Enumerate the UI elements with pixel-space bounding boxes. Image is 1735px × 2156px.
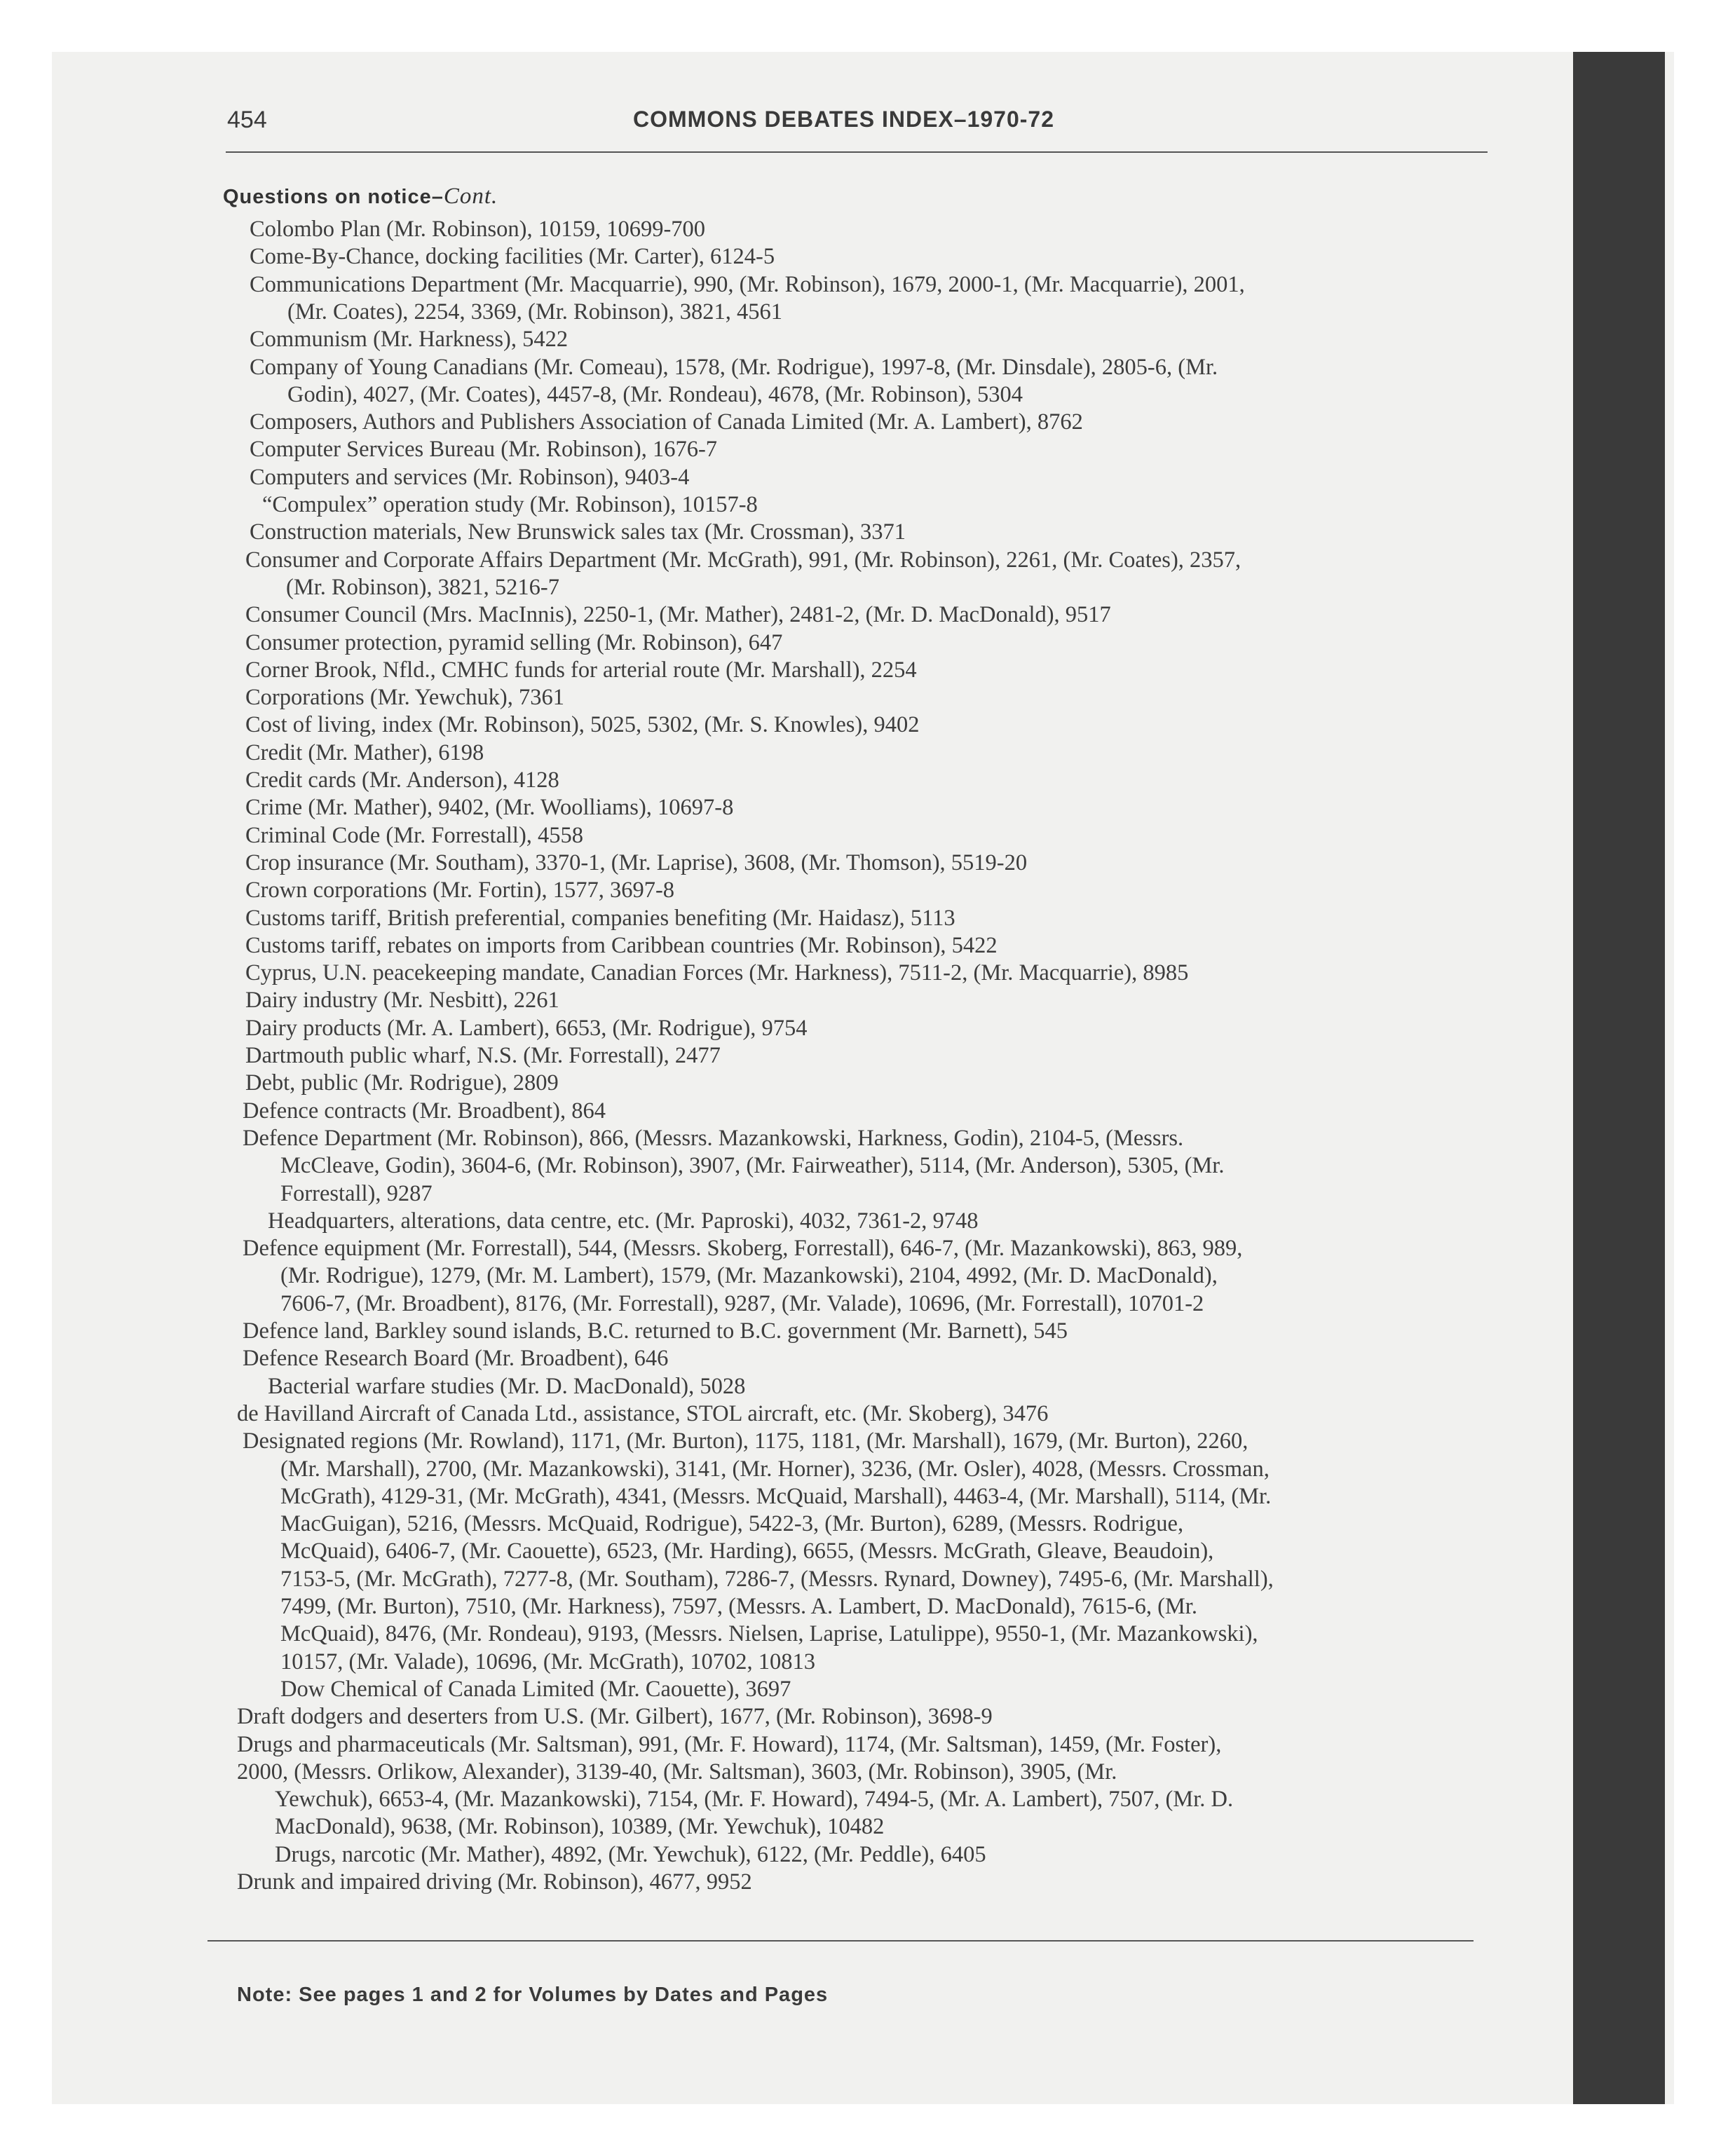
index-line: Communism (Mr. Harkness), 5422 [250,327,569,352]
index-line: Drugs, narcotic (Mr. Mather), 4892, (Mr. Yewchuk), 6122, (Mr. Peddle), 6405 [275,1842,986,1867]
index-line: Consumer Council (Mrs. MacInnis), 2250-1, (Mr. Mather), 2481-2, (Mr. D. MacDonald), 9517 [245,602,1111,627]
index-line: Crop insurance (Mr. Southam), 3370-1, (Mr. Laprise), 3608, (Mr. Thomson), 5519-20 [245,850,1028,875]
index-line: Yewchuk), 6653-4, (Mr. Mazankowski), 7154, (Mr. F. Howard), 7494-5, (Mr. A. Lambert), 7507, (Mr. D. [275,1787,1234,1812]
index-line: Draft dodgers and deserters from U.S. (Mr. Gilbert), 1677, (Mr. Robinson), 3698-9 [237,1704,993,1729]
index-line: 7606-7, (Mr. Broadbent), 8176, (Mr. Forrestall), 9287, (Mr. Valade), 10696, (Mr. Forrestall), 10701-2 [280,1291,1204,1316]
index-line: Defence land, Barkley sound islands, B.C. returned to B.C. government (Mr. Barnett), 545 [243,1318,1068,1344]
index-line: Construction materials, New Brunswick sales tax (Mr. Crossman), 3371 [250,519,906,545]
index-line: Crown corporations (Mr. Fortin), 1577, 3697-8 [245,878,675,903]
index-line: Corporations (Mr. Yewchuk), 7361 [245,685,564,710]
index-line: Come-By-Chance, docking facilities (Mr. Carter), 6124-5 [250,244,775,269]
index-line: (Mr. Coates), 2254, 3369, (Mr. Robinson), 3821, 4561 [287,299,782,325]
index-line: Cost of living, index (Mr. Robinson), 5025, 5302, (Mr. S. Knowles), 9402 [245,712,920,737]
index-line: Consumer and Corporate Affairs Department (Mr. McGrath), 991, (Mr. Robinson), 2261, (Mr. Coates), 2357, [245,547,1241,573]
page-number: 454 [227,107,267,133]
index-line: Defence contracts (Mr. Broadbent), 864 [243,1098,606,1124]
index-line: Computer Services Bureau (Mr. Robinson), 1676-7 [250,437,718,462]
index-line: (Mr. Robinson), 3821, 5216-7 [286,575,559,600]
index-line: 7153-5, (Mr. McGrath), 7277-8, (Mr. Southam), 7286-7, (Messrs. Rynard, Downey), 7495-6, (Mr. Marshall), [280,1567,1274,1592]
index-line: Communications Department (Mr. Macquarrie), 990, (Mr. Robinson), 1679, 2000-1, (Mr. Macquarrie), 2001, [250,272,1245,297]
index-line: Consumer protection, pyramid selling (Mr. Robinson), 647 [245,630,783,655]
index-line: Dairy products (Mr. A. Lambert), 6653, (Mr. Rodrigue), 9754 [245,1016,808,1041]
index-line: MacGuigan), 5216, (Messrs. McQuaid, Rodrigue), 5422-3, (Mr. Burton), 6289, (Messrs. Rodrigue, [280,1511,1184,1536]
index-line: McGrath), 4129-31, (Mr. McGrath), 4341, (Messrs. McQuaid, Marshall), 4463-4, (Mr. Marshall), 5114, (Mr. [280,1484,1272,1509]
index-line: Customs tariff, British preferential, companies benefiting (Mr. Haidasz), 5113 [245,906,955,931]
index-line: McQuaid), 6406-7, (Mr. Caouette), 6523, (Mr. Harding), 6655, (Messrs. McGrath, Gleave, Beaudoin), [280,1538,1214,1564]
index-line: Defence equipment (Mr. Forrestall), 544, (Messrs. Skoberg, Forrestall), 646-7, (Mr. Mazankowski), 863, 989, [243,1236,1243,1261]
footer-note: Note: See pages 1 and 2 for Volumes by Dates and Pages [237,1984,829,2006]
index-line: Defence Research Board (Mr. Broadbent), 646 [243,1346,669,1371]
section-heading-text: Questions on notice– [223,186,444,208]
index-line: Drunk and impaired driving (Mr. Robinson), 4677, 9952 [237,1869,752,1895]
index-line: Dartmouth public wharf, N.S. (Mr. Forrestall), 2477 [245,1043,721,1068]
index-line: de Havilland Aircraft of Canada Ltd., assistance, STOL aircraft, etc. (Mr. Skoberg), 3476 [237,1401,1049,1426]
section-heading-cont: Cont. [443,184,498,209]
index-line: Defence Department (Mr. Robinson), 866, (Messrs. Mazankowski, Harkness, Godin), 2104-5, (Messrs. [243,1126,1184,1151]
index-line: (Mr. Rodrigue), 1279, (Mr. M. Lambert), 1579, (Mr. Mazankowski), 2104, 4992, (Mr. D. MacDonald), [280,1263,1218,1288]
index-line: Company of Young Canadians (Mr. Comeau), 1578, (Mr. Rodrigue), 1997-8, (Mr. Dinsdale), 2805-6, (Mr. [250,355,1218,380]
index-line: MacDonald), 9638, (Mr. Robinson), 10389, (Mr. Yewchuk), 10482 [275,1814,885,1839]
index-line: McQuaid), 8476, (Mr. Rondeau), 9193, (Messrs. Nielsen, Laprise, Latulippe), 9550-1, (Mr. Mazankowski), [280,1621,1258,1646]
index-line: Credit (Mr. Mather), 6198 [245,740,484,765]
index-line: Dow Chemical of Canada Limited (Mr. Caouette), 3697 [280,1677,791,1702]
index-line: Forrestall), 9287 [280,1181,433,1206]
index-line: Corner Brook, Nfld., CMHC funds for arterial route (Mr. Marshall), 2254 [245,657,917,683]
index-line: Cyprus, U.N. peacekeeping mandate, Canadian Forces (Mr. Harkness), 7511-2, (Mr. Macquarrie), 8985 [245,960,1189,985]
index-line: McCleave, Godin), 3604-6, (Mr. Robinson), 3907, (Mr. Fairweather), 5114, (Mr. Anderson), 5305, (Mr. [280,1153,1225,1178]
index-line: Godin), 4027, (Mr. Coates), 4457-8, (Mr. Rondeau), 4678, (Mr. Robinson), 5304 [287,382,1023,407]
footer-rule [207,1940,1474,1942]
index-line: Customs tariff, rebates on imports from Caribbean countries (Mr. Robinson), 5422 [245,933,998,958]
index-line: Credit cards (Mr. Anderson), 4128 [245,767,559,793]
index-line: Criminal Code (Mr. Forrestall), 4558 [245,823,584,848]
index-line: Dairy industry (Mr. Nesbitt), 2261 [245,988,559,1013]
index-line: Crime (Mr. Mather), 9402, (Mr. Woolliams), 10697-8 [245,795,734,820]
index-line: Composers, Authors and Publishers Association of Canada Limited (Mr. A. Lambert), 8762 [250,409,1083,435]
index-line: Drugs and pharmaceuticals (Mr. Saltsman), 991, (Mr. F. Howard), 1174, (Mr. Saltsman), 1459, (Mr. Foster), [237,1732,1222,1757]
index-line: Colombo Plan (Mr. Robinson), 10159, 10699-700 [250,217,706,242]
index-line: Bacterial warfare studies (Mr. D. MacDonald), 5028 [268,1374,746,1399]
index-line: Computers and services (Mr. Robinson), 9403-4 [250,465,690,490]
index-line: Headquarters, alterations, data centre, etc. (Mr. Paproski), 4032, 7361-2, 9748 [268,1208,979,1234]
index-line: Debt, public (Mr. Rodrigue), 2809 [245,1070,559,1096]
index-line: (Mr. Marshall), 2700, (Mr. Mazankowski), 3141, (Mr. Horner), 3236, (Mr. Osler), 4028, (Messrs. Crossman, [280,1456,1270,1482]
index-line: 7499, (Mr. Burton), 7510, (Mr. Harkness), 7597, (Messrs. A. Lambert, D. MacDonald), 7615-6, (Mr. [280,1594,1197,1619]
index-line: 2000, (Messrs. Orlikow, Alexander), 3139-40, (Mr. Saltsman), 3603, (Mr. Robinson), 3905, (Mr. [237,1759,1117,1785]
index-line: “Compulex” operation study (Mr. Robinson), 10157-8 [262,492,758,517]
running-head: COMMONS DEBATES INDEX–1970-72 [633,107,1054,132]
index-line: 10157, (Mr. Valade), 10696, (Mr. McGrath), 10702, 10813 [280,1649,816,1674]
index-line: Designated regions (Mr. Rowland), 1171, (Mr. Burton), 1175, 1181, (Mr. Marshall), 1679, (Mr. Burton), 2260, [243,1428,1248,1454]
